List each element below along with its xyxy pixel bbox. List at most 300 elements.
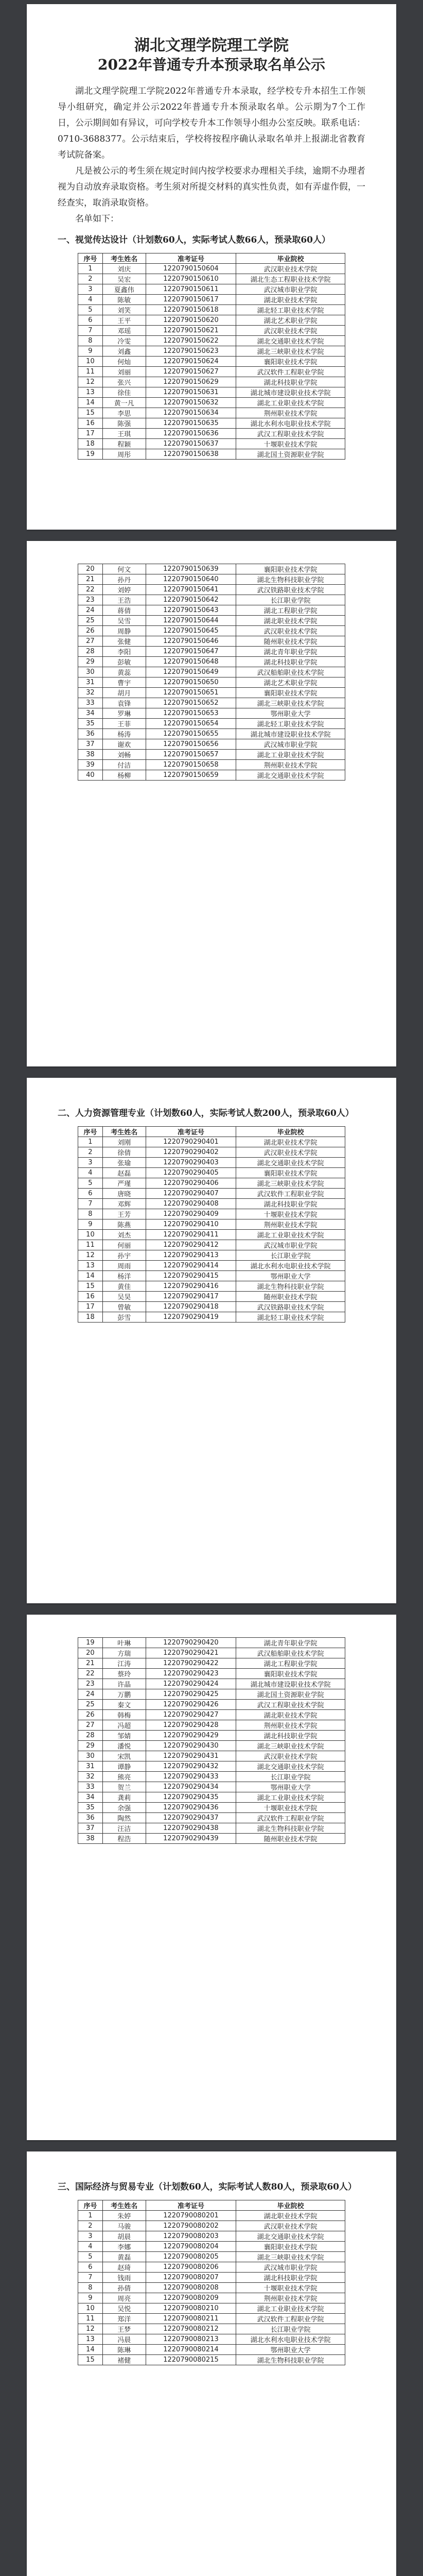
table-cell: 黄蕊 <box>102 667 146 677</box>
table-cell: 4 <box>78 1168 103 1178</box>
table-cell: 江涛 <box>102 1658 146 1669</box>
table-row <box>78 2334 345 2345</box>
table-cell: 1220790150623 <box>146 346 236 357</box>
table-cell: 1220790290429 <box>146 1731 236 1741</box>
table-row <box>78 719 345 729</box>
table-cell: 湖北科技职业学院 <box>236 2273 345 2283</box>
table-cell: 湖北工业职业技术学院 <box>236 2303 345 2314</box>
table-cell: 武汉职业技术学院 <box>236 326 345 336</box>
table-row <box>78 616 345 626</box>
table-cell: 吴雪 <box>102 616 146 626</box>
table-cell: 吴昊 <box>102 1292 146 1302</box>
table-cell: 湖北科技职业学院 <box>236 1731 345 1741</box>
table-cell: 1220790150652 <box>146 698 236 708</box>
section-heading: 三、国际经济与贸易专业（计划数60人，实际考试人数80人，预录取60人） <box>58 2182 357 2192</box>
table-cell: 湖北城市建设职业技术学院 <box>236 1679 345 1689</box>
table-cell: 周静 <box>102 626 146 636</box>
table-cell: 26 <box>78 1710 103 1720</box>
table-cell: 鄂州职业大学 <box>236 1782 345 1792</box>
table-cell: 冯超 <box>102 1720 146 1731</box>
table-cell: 1220790290430 <box>146 1741 236 1751</box>
table-row <box>78 1658 345 1669</box>
table-cell: 1220790080204 <box>146 2242 236 2252</box>
table-cell: 武汉职业技术学院 <box>236 1751 345 1761</box>
table-cell: 荆州职业技术学院 <box>236 1219 345 1230</box>
table-cell: 31 <box>78 677 103 688</box>
table-cell: 湖北生物科技职业学院 <box>236 2355 345 2365</box>
section-heading: 二、人力资源管理专业（计划数60人，实际考试人数200人，预录取60人） <box>58 1108 354 1118</box>
table-cell: 30 <box>78 1751 103 1761</box>
table-cell: 王平 <box>102 315 146 326</box>
table-row <box>78 1209 345 1219</box>
table-cell: 12 <box>78 377 103 387</box>
table-row <box>78 1261 345 1271</box>
table-cell: 武汉软件工程职业学院 <box>236 1189 345 1199</box>
table-cell: 黄磊 <box>102 2252 146 2262</box>
roster-table <box>78 1126 345 1323</box>
table-cell: 宋凯 <box>102 1751 146 1761</box>
table-cell: 彭雪 <box>102 1312 146 1323</box>
table-row <box>78 2293 345 2303</box>
table-row <box>78 1669 345 1679</box>
table-cell: 8 <box>78 336 103 346</box>
table-cell: 1220790150645 <box>146 626 236 636</box>
table-cell: 许晶 <box>102 1679 146 1689</box>
table-cell: 31 <box>78 1761 103 1772</box>
table-cell: 35 <box>78 719 103 729</box>
table-cell: 十堰职业技术学院 <box>236 2283 345 2293</box>
table-cell: 1220790290428 <box>146 1720 236 1731</box>
table-cell: 陈强 <box>102 418 146 429</box>
table-cell: 23 <box>78 595 103 605</box>
table-row <box>78 1240 345 1250</box>
table-cell: 湖北轻工职业技术学院 <box>236 719 345 729</box>
table-cell: 1220790080215 <box>146 2355 236 2365</box>
table-cell: 12 <box>78 1250 103 1261</box>
intro-paragraph: 名单如下： <box>75 214 119 224</box>
table-cell: 武汉职业技术学院 <box>236 626 345 636</box>
table-cell: 秦文 <box>102 1700 146 1710</box>
table-cell: 19 <box>78 449 103 460</box>
table-cell: 11 <box>78 367 103 377</box>
table-cell: 1220790150657 <box>146 750 236 760</box>
table-row <box>78 739 345 750</box>
table-row <box>78 357 345 367</box>
table-row <box>78 1158 345 1168</box>
table-cell: 黄佳 <box>102 1281 146 1292</box>
table-cell: 蔡玲 <box>102 1669 146 1679</box>
table-row <box>78 315 345 326</box>
table-cell: 鄂州职业大学 <box>236 708 345 719</box>
table-cell: 郑洋 <box>102 2314 146 2324</box>
table-cell: 1220790290431 <box>146 1751 236 1761</box>
table-cell: 严瑾 <box>102 1178 146 1189</box>
page-content <box>27 1615 396 1865</box>
table-cell: 4 <box>78 295 103 305</box>
table-cell: 谭静 <box>102 1761 146 1772</box>
table-cell: 湖北科技职业学院 <box>236 377 345 387</box>
table-cell: 21 <box>78 1658 103 1669</box>
column-header: 考生姓名 <box>102 253 146 264</box>
table-cell: 湖北艺术职业学院 <box>236 677 345 688</box>
table-cell: 武汉软件工程职业学院 <box>236 367 345 377</box>
table-cell: 湖北职业技术学院 <box>236 1710 345 1720</box>
table-cell: 1220790150622 <box>146 336 236 346</box>
table-row <box>78 1168 345 1178</box>
table-cell: 1220790150654 <box>146 719 236 729</box>
table-row <box>78 1679 345 1689</box>
table-cell: 1220790150617 <box>146 295 236 305</box>
table-cell: 湖北工业职业技术学院 <box>236 398 345 408</box>
table-cell: 方瑞 <box>102 1648 146 1658</box>
table-cell: 3 <box>78 1158 103 1168</box>
table-row <box>78 439 345 449</box>
table-row <box>78 626 345 636</box>
table-cell: 胡晨 <box>102 2231 146 2242</box>
table-cell: 刘庆 <box>102 264 146 274</box>
page-content <box>27 1078 396 1343</box>
table-cell: 曹宇 <box>102 677 146 688</box>
table-cell: 叶琳 <box>102 1638 146 1648</box>
table-cell: 11 <box>78 2314 103 2324</box>
table-cell: 2 <box>78 1147 103 1158</box>
roster-table <box>78 564 345 781</box>
table-row <box>78 1751 345 1761</box>
table-cell: 王芳 <box>102 1209 146 1219</box>
table-cell: 1220790150624 <box>146 357 236 367</box>
table-cell: 湖北工业职业技术学院 <box>236 1230 345 1240</box>
table-row <box>78 605 345 616</box>
table-row <box>78 305 345 315</box>
table-cell: 武汉船舶职业技术学院 <box>236 667 345 677</box>
table-cell: 襄阳职业技术学院 <box>236 2242 345 2252</box>
table-cell: 何文 <box>102 564 146 574</box>
table-cell: 1220790290406 <box>146 1178 236 1189</box>
table-cell: 1220790150604 <box>146 264 236 274</box>
table-cell: 湖北三峡职业技术学院 <box>236 346 345 357</box>
table-cell: 1220790080206 <box>146 2262 236 2273</box>
table-cell: 6 <box>78 2262 103 2273</box>
table-cell: 罗琳 <box>102 708 146 719</box>
table-cell: 襄阳职业技术学院 <box>236 1168 345 1178</box>
table-cell: 1220790150639 <box>146 564 236 574</box>
table-cell: 1220790290407 <box>146 1189 236 1199</box>
table-row <box>78 1178 345 1189</box>
table-cell: 1220790290436 <box>146 1803 236 1813</box>
table-cell: 11 <box>78 1240 103 1250</box>
table-cell: 刘婷 <box>102 585 146 595</box>
table-row <box>78 449 345 460</box>
column-header: 考生姓名 <box>102 2200 146 2211</box>
table-cell: 陈琳 <box>102 2345 146 2355</box>
document-page <box>27 541 396 1066</box>
table-cell: 黄一凡 <box>102 398 146 408</box>
table-cell: 1220790150648 <box>146 657 236 667</box>
table-cell: 武汉城市职业学院 <box>236 2262 345 2273</box>
table-cell: 湖北轻工职业技术学院 <box>236 305 345 315</box>
table-cell: 冯晨 <box>102 2334 146 2345</box>
table-cell: 湖北三峡职业技术学院 <box>236 1741 345 1751</box>
table-cell: 何丽 <box>102 1240 146 1250</box>
table-row <box>78 750 345 760</box>
table-cell: 褚健 <box>102 2355 146 2365</box>
table-cell: 1220790290434 <box>146 1782 236 1792</box>
table-cell: 1220790290426 <box>146 1700 236 1710</box>
table-cell: 9 <box>78 1219 103 1230</box>
table-cell: 何灿 <box>102 357 146 367</box>
table-cell: 1220790150610 <box>146 274 236 284</box>
table-cell: 湖北国土资源职业学院 <box>236 1689 345 1700</box>
table-cell: 17 <box>78 429 103 439</box>
table-row <box>78 2262 345 2273</box>
table-row <box>78 387 345 398</box>
table-cell: 张瑜 <box>102 1158 146 1168</box>
table-cell: 1220790290427 <box>146 1710 236 1720</box>
table-row <box>78 1803 345 1813</box>
table-cell: 27 <box>78 1720 103 1731</box>
table-cell: 武汉城市职业学院 <box>236 1240 345 1250</box>
column-header: 序号 <box>78 253 103 264</box>
table-row <box>78 1648 345 1658</box>
table-cell: 湖北三峡职业技术学院 <box>236 2252 345 2262</box>
table-row <box>78 377 345 387</box>
table-cell: 贺兰 <box>102 1782 146 1792</box>
table-cell: 1220790290415 <box>146 1271 236 1281</box>
table-cell: 汪洁 <box>102 1823 146 1834</box>
table-cell: 湖北水利水电职业技术学院 <box>236 2334 345 2345</box>
table-cell: 22 <box>78 585 103 595</box>
table-cell: 25 <box>78 1700 103 1710</box>
table-cell: 1220790150658 <box>146 760 236 770</box>
table-cell: 湖北国土资源职业学院 <box>236 449 345 460</box>
table-cell: 武汉工程职业技术学院 <box>236 429 345 439</box>
table-row <box>78 1813 345 1823</box>
table-row <box>78 326 345 336</box>
table-cell: 10 <box>78 357 103 367</box>
table-cell: 襄阳职业技术学院 <box>236 688 345 698</box>
table-row <box>78 564 345 574</box>
table-row <box>78 595 345 605</box>
table-cell: 湖北科技职业学院 <box>236 1199 345 1209</box>
table-cell: 1 <box>78 264 103 274</box>
table-header-row <box>78 253 345 264</box>
table-row <box>78 1823 345 1834</box>
table-cell: 37 <box>78 1823 103 1834</box>
table-cell: 12 <box>78 2324 103 2334</box>
table-row <box>78 1219 345 1230</box>
table-row <box>78 2355 345 2365</box>
table-row <box>78 1834 345 1844</box>
table-cell: 张健 <box>102 636 146 647</box>
table-cell: 朱婷 <box>102 2211 146 2221</box>
table-cell: 程颖 <box>102 439 146 449</box>
table-cell: 1220790150621 <box>146 326 236 336</box>
table-row <box>78 1731 345 1741</box>
table-cell: 荆州职业技术学院 <box>236 1720 345 1731</box>
table-cell: 1220790150641 <box>146 585 236 595</box>
table-cell: 1220790150627 <box>146 367 236 377</box>
column-header: 序号 <box>78 2200 103 2211</box>
table-cell: 万鹏 <box>102 1689 146 1700</box>
table-row <box>78 1792 345 1803</box>
table-cell: 38 <box>78 1834 103 1844</box>
table-cell: 38 <box>78 750 103 760</box>
table-row <box>78 708 345 719</box>
table-cell: 李阳 <box>102 647 146 657</box>
table-row <box>78 284 345 295</box>
table-cell: 20 <box>78 564 103 574</box>
table-cell: 武汉铁路职业技术学院 <box>236 585 345 595</box>
table-cell: 湖北工程职业学院 <box>236 1658 345 1669</box>
table-cell: 1220790290424 <box>146 1679 236 1689</box>
table-cell: 1220790150632 <box>146 398 236 408</box>
table-row <box>78 1782 345 1792</box>
table-row <box>78 698 345 708</box>
table-cell: 1220790290410 <box>146 1219 236 1230</box>
section-heading: 一、视觉传达设计（计划数60人，实际考试人数66人，预录取60人） <box>58 235 330 245</box>
table-row <box>78 1720 345 1731</box>
table-cell: 1220790150659 <box>146 770 236 781</box>
table-cell: 1220790290403 <box>146 1158 236 1168</box>
table-cell: 鄂州职业大学 <box>236 2345 345 2355</box>
table-cell: 1220790080207 <box>146 2273 236 2283</box>
table-cell: 1220790290413 <box>146 1250 236 1261</box>
table-cell: 10 <box>78 2303 103 2314</box>
table-cell: 3 <box>78 284 103 295</box>
table-cell: 15 <box>78 408 103 418</box>
table-cell: 徐佳 <box>102 387 146 398</box>
table-cell: 湖北交通职业技术学院 <box>236 770 345 781</box>
table-row <box>78 2211 345 2221</box>
table-cell: 湖北职业技术学院 <box>236 616 345 626</box>
table-row <box>78 1147 345 1158</box>
table-cell: 33 <box>78 1782 103 1792</box>
table-row <box>78 1137 345 1147</box>
table-cell: 湖北交通职业技术学院 <box>236 2231 345 2242</box>
table-cell: 7 <box>78 1199 103 1209</box>
table-cell: 刘畅 <box>102 750 146 760</box>
table-cell: 武汉职业技术学院 <box>236 2221 345 2231</box>
table-cell: 1220790080214 <box>146 2345 236 2355</box>
table-cell: 7 <box>78 326 103 336</box>
table-row <box>78 1250 345 1261</box>
table-cell: 潘悦 <box>102 1741 146 1751</box>
table-cell: 1220790080202 <box>146 2221 236 2231</box>
table-row <box>78 1710 345 1720</box>
table-cell: 1220790150643 <box>146 605 236 616</box>
column-header: 准考证号 <box>146 2200 236 2211</box>
table-cell: 2 <box>78 2221 103 2231</box>
table-cell: 1220790150640 <box>146 574 236 585</box>
table-cell: 武汉职业技术学院 <box>236 1147 345 1158</box>
table-cell: 周亮 <box>102 2293 146 2303</box>
table-cell: 1220790290416 <box>146 1281 236 1292</box>
table-cell: 随州职业技术学院 <box>236 1834 345 1844</box>
table-cell: 邓瑶 <box>102 326 146 336</box>
table-cell: 李思 <box>102 408 146 418</box>
table-cell: 陈敏 <box>102 295 146 305</box>
table-cell: 32 <box>78 688 103 698</box>
column-header: 准考证号 <box>146 253 236 264</box>
table-cell: 21 <box>78 574 103 585</box>
table-cell: 蒋倩 <box>102 605 146 616</box>
table-cell: 王琪 <box>102 429 146 439</box>
page-content <box>27 4 396 480</box>
table-cell: 36 <box>78 729 103 739</box>
table-row <box>78 677 345 688</box>
table-cell: 韩梅 <box>102 1710 146 1720</box>
table-cell: 长江职业学院 <box>236 1772 345 1782</box>
table-cell: 24 <box>78 1689 103 1700</box>
table-cell: 襄阳职业技术学院 <box>236 357 345 367</box>
table-cell: 16 <box>78 418 103 429</box>
table-cell: 武汉城市职业学院 <box>236 284 345 295</box>
table-cell: 29 <box>78 1741 103 1751</box>
table-cell: 1220790080211 <box>146 2314 236 2324</box>
table-cell: 袁锋 <box>102 698 146 708</box>
table-cell: 15 <box>78 2355 103 2365</box>
table-cell: 赵琦 <box>102 2262 146 2273</box>
table-cell: 1220790150635 <box>146 418 236 429</box>
table-row <box>78 1230 345 1240</box>
table-cell: 湖北水利水电职业技术学院 <box>236 418 345 429</box>
table-row <box>78 585 345 595</box>
table-cell: 1220790150649 <box>146 667 236 677</box>
table-cell: 29 <box>78 657 103 667</box>
table-cell: 33 <box>78 698 103 708</box>
intro-paragraph: 湖北文理学院理工学院2022年普通专升本录取，经学校专升本招生工作领导小组研究，确定并公示2022年普通专升本预录取名单。公示期为7个工作日，公示期间如有异议，可向学校专升本工作领导小组办公室反映。联系电话：0710-3688377。公示结束后，学校将按程序确认录取名单并上报湖北省教育考试院备案。 <box>58 86 365 160</box>
table-cell: 24 <box>78 605 103 616</box>
table-cell: 唐晓 <box>102 1189 146 1199</box>
table-cell: 武汉工程职业技术学院 <box>236 1700 345 1710</box>
table-row <box>78 1638 345 1648</box>
roster-table <box>78 1637 345 1844</box>
table-row <box>78 2303 345 2314</box>
table-row <box>78 1772 345 1782</box>
table-cell: 湖北工程职业学院 <box>236 605 345 616</box>
document-page <box>27 4 396 530</box>
table-cell: 湖北青年职业学院 <box>236 647 345 657</box>
table-cell: 16 <box>78 1292 103 1302</box>
table-cell: 谢欢 <box>102 739 146 750</box>
roster-table <box>78 253 345 460</box>
table-cell: 湖北科技职业学院 <box>236 657 345 667</box>
table-row <box>78 1761 345 1772</box>
table-cell: 吴宏 <box>102 274 146 284</box>
table-cell: 8 <box>78 1209 103 1219</box>
table-cell: 1220790080213 <box>146 2334 236 2345</box>
table-cell: 5 <box>78 1178 103 1189</box>
table-cell: 36 <box>78 1813 103 1823</box>
table-cell: 19 <box>78 1638 103 1648</box>
table-cell: 1220790290419 <box>146 1312 236 1323</box>
table-cell: 武汉软件工程职业学院 <box>236 1813 345 1823</box>
table-cell: 1220790290411 <box>146 1230 236 1240</box>
table-cell: 荆州职业技术学院 <box>236 760 345 770</box>
table-cell: 1220790080205 <box>146 2252 236 2262</box>
table-cell: 1220790150618 <box>146 305 236 315</box>
table-cell: 1220790290422 <box>146 1658 236 1669</box>
table-cell: 10 <box>78 1230 103 1240</box>
table-cell: 1220790080212 <box>146 2324 236 2334</box>
table-cell: 王浩 <box>102 595 146 605</box>
table-cell: 6 <box>78 315 103 326</box>
table-cell: 7 <box>78 2273 103 2283</box>
table-cell: 1220790080201 <box>146 2211 236 2221</box>
table-cell: 邓辉 <box>102 1199 146 1209</box>
table-row <box>78 2252 345 2262</box>
table-cell: 夏鑫伟 <box>102 284 146 295</box>
